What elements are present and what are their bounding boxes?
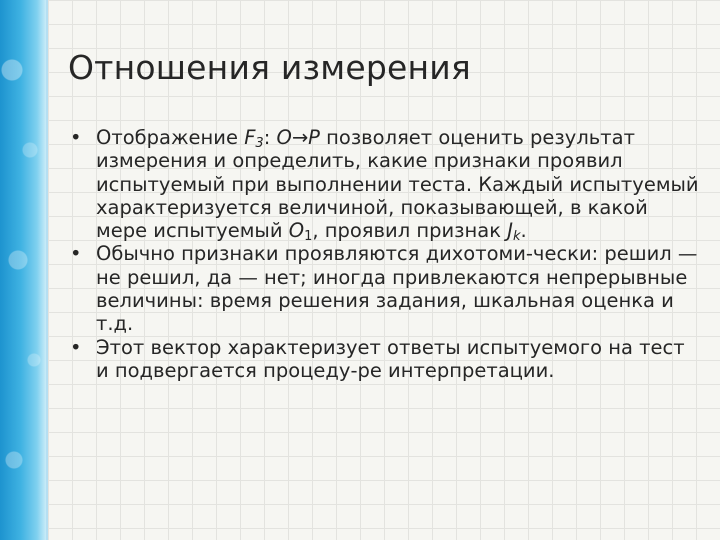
formula-f-subscript: 3: [255, 136, 264, 151]
bullet-item-2: [70, 242, 700, 335]
bullet-marker: •: [70, 126, 82, 149]
bullet-list: [70, 126, 700, 382]
decorative-left-band: [0, 0, 46, 540]
formula-j-subscript: k: [512, 229, 521, 245]
decorative-band-edge: [46, 0, 48, 540]
bullet-marker: •: [70, 242, 82, 266]
formula-o1-subscript: 1: [304, 229, 313, 245]
formula-o1-variable: O: [288, 219, 305, 243]
bullet-text-1: [96, 126, 700, 245]
bullet-1-part3: позволяет оценить результат измерения и определить, какие признаки проявил испытуемый при выполнении теста. Каждый испытуемый характеризуется величиной, показывающей, в какой мере испытуемый: [96, 126, 699, 243]
formula-j-variable: J: [507, 219, 513, 243]
bullet-1-part2: :: [263, 126, 277, 149]
bullet-marker: •: [70, 335, 82, 359]
bullet-item-3: [70, 336, 700, 383]
bullet-text-3: Этот вектор характеризует ответы испытуемого на тест и подвергается процеду-ре интерпретации.: [96, 335, 685, 382]
bullet-item-1: [70, 126, 700, 245]
slide-title: Отношения измерения: [68, 48, 471, 87]
formula-f-variable: F: [244, 126, 256, 149]
formula-p-variable: P: [308, 126, 320, 149]
bullet-1-part4: , проявил признак: [312, 219, 508, 243]
formula-arrow: →: [291, 126, 309, 149]
bullet-1-part5: .: [520, 219, 527, 243]
formula-o-variable: O: [276, 126, 292, 149]
bullet-1-part1: Отображение: [96, 126, 245, 149]
bullet-text-2: Обычно признаки проявляются дихотоми-чески: решил — не решил, да — нет; иногда привлекаются непрерывные величины: время решения задания, шкальная оценка и т.д.: [96, 242, 698, 336]
